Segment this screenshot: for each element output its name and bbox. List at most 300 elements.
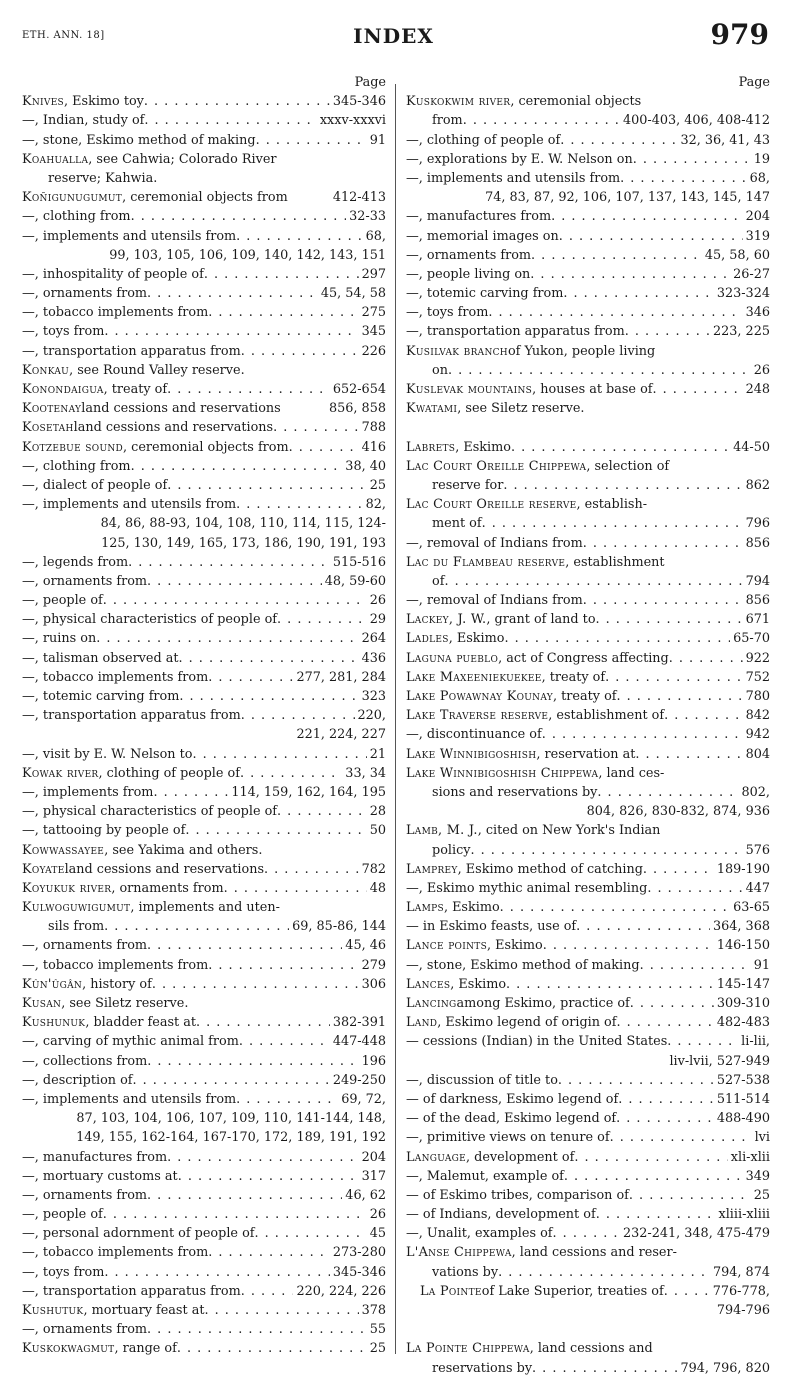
index-entry	[22, 514, 386, 533]
entry-page-numbers: 345-346	[332, 94, 386, 110]
dot-leader	[185, 821, 366, 840]
dot-leader	[208, 956, 358, 975]
index-entry	[22, 821, 386, 840]
entry-text: , mortuary feast at	[83, 1303, 205, 1318]
dot-leader	[560, 131, 677, 150]
entry-headword: Lac du Flambeau reserve	[406, 554, 566, 570]
entry-text: —, tobacco implements from	[22, 1245, 209, 1261]
index-entry	[406, 936, 770, 955]
entry-page-numbers: 794-796	[716, 1303, 770, 1318]
entry-page-numbers: 447	[745, 880, 770, 896]
entry-headword: Lamb, M. J.	[406, 823, 478, 839]
dot-leader	[133, 1071, 330, 1090]
spacer	[664, 764, 770, 783]
entry-headword: Kwatami	[406, 401, 458, 417]
entry-headword: Kusilvak branch	[406, 343, 508, 359]
entry-headword: La Pointe	[420, 1283, 482, 1299]
entry-page-numbers: 221, 224, 227	[296, 727, 386, 743]
running-head-journal: ETH. ANN. 18]	[22, 30, 105, 41]
entry-page-numbers: 323-324	[716, 286, 770, 302]
entry-page-numbers: 149, 155, 162-164, 167-170, 172, 189, 191, 192	[76, 1130, 386, 1146]
entry-page-numbers: 91	[753, 957, 770, 973]
entry-text: —, ornaments from	[22, 938, 148, 954]
entry-page-numbers: 45, 58, 60	[704, 247, 770, 263]
entry-text: , see Round Valley reserve.	[69, 362, 245, 378]
dot-leader	[576, 917, 710, 936]
page-column-label: Page	[738, 75, 770, 90]
entry-text: —, tobacco implements from	[22, 305, 209, 321]
spacer	[655, 342, 770, 361]
entry-page-numbers: 146-150	[716, 938, 770, 954]
entry-text: on	[432, 362, 448, 378]
entry-headword: Lake Winnibigoshish Chippewa	[406, 765, 599, 781]
dot-leader	[236, 495, 362, 514]
entry-text: —, carving of mythic animal from	[22, 1034, 239, 1050]
entry-headword: Kushutuk	[22, 1303, 84, 1318]
entry-page-numbers: 527-538	[716, 1072, 770, 1088]
dot-leader	[500, 898, 730, 917]
dot-leader	[240, 764, 342, 783]
dot-leader	[574, 1148, 727, 1167]
entry-page-numbers: 232-241, 348, 475-479	[622, 1226, 770, 1242]
entry-text: —, toys from	[22, 1264, 105, 1280]
index-entry	[406, 1224, 770, 1243]
entry-page-numbers: 82,	[365, 497, 386, 513]
dot-leader	[144, 111, 316, 130]
entry-text: , houses at base of	[532, 382, 653, 397]
entry-headword: Kuslevak mountains	[406, 382, 533, 397]
index-entry	[406, 303, 770, 322]
entry-text: , clothing of people of	[98, 765, 240, 781]
entry-text: —, explorations by E. W. Nelson on	[406, 151, 633, 167]
dot-leader	[131, 207, 347, 226]
entry-page-numbers: 264	[361, 631, 386, 647]
entry-text: vations by	[432, 1264, 499, 1280]
entry-text: , Eskimo	[455, 439, 511, 455]
entry-headword: L'Anse Chippewa	[406, 1245, 512, 1261]
entry-page-numbers: 277, 281, 284	[296, 669, 386, 685]
entry-text: —, ornaments from	[22, 573, 148, 589]
entry-page-numbers: 114, 159, 162, 164, 195	[231, 784, 386, 800]
index-entry	[406, 994, 770, 1013]
entry-text: , ornaments from	[111, 880, 224, 896]
entry-headword: Kusan	[22, 996, 62, 1011]
entry-text: reserve for	[432, 477, 504, 493]
entry-text: among Eskimo, practice of	[456, 996, 630, 1011]
index-entry	[22, 476, 386, 495]
dot-leader	[104, 322, 358, 341]
entry-text: —, people of	[22, 1207, 103, 1223]
index-entry	[22, 284, 386, 303]
entry-page-numbers: 25	[369, 1341, 386, 1357]
entry-headword: Konkau	[22, 362, 70, 378]
dot-leader	[179, 649, 359, 668]
entry-text: land cessions and reservations	[81, 401, 281, 417]
index-entry	[406, 227, 770, 246]
index-entry	[406, 1090, 770, 1109]
entry-headword: Kûn'ûgân	[22, 976, 83, 992]
index-entry	[22, 1071, 386, 1090]
entry-page-numbers: xliii-xliii	[718, 1207, 770, 1223]
entry-page-numbers: 33, 34	[345, 765, 386, 781]
index-entry	[406, 169, 770, 188]
entry-text: , establish-	[576, 497, 648, 513]
index-entry	[22, 111, 386, 130]
entry-text: , implements and uten-	[130, 900, 280, 916]
dot-leader	[147, 1320, 367, 1339]
entry-text: , development of	[466, 1149, 575, 1165]
entry-text: —, totemic carving from	[406, 286, 564, 302]
entry-text: , land ces-	[598, 765, 665, 781]
dot-leader	[208, 1243, 330, 1262]
entry-text: — of darkness, Eskimo legend of	[406, 1091, 619, 1107]
dot-leader	[241, 706, 355, 725]
entry-text: —, implements and utensils from	[22, 497, 237, 513]
index-entry	[22, 879, 386, 898]
spacer	[280, 898, 386, 917]
entry-page-numbers: 69, 72,	[341, 1091, 386, 1107]
entry-page-numbers: 346	[745, 305, 770, 321]
entry-text: , selection of	[586, 458, 670, 474]
dot-leader	[664, 1282, 710, 1301]
entry-text: , Eskimo	[487, 938, 543, 954]
dot-leader	[208, 303, 358, 322]
spacer	[665, 553, 770, 572]
index-entry	[22, 649, 386, 668]
entry-text: —, tobacco implements from	[22, 669, 209, 685]
entry-text: —, memorial images on	[406, 228, 559, 244]
entry-page-numbers: 511-514	[716, 1091, 770, 1107]
dot-leader	[147, 1186, 342, 1205]
entry-headword: Lac Court Oreille Chippewa	[406, 458, 587, 474]
entry-page-numbers: 275	[361, 305, 386, 321]
entry-page-numbers: 802,	[741, 784, 770, 800]
entry-page-numbers: 248	[745, 382, 770, 397]
entry-text: —, physical characteristics of people of	[22, 804, 278, 820]
entry-page-numbers: 447-448	[332, 1034, 386, 1050]
entry-page-numbers: xxxv-xxxvi	[319, 113, 386, 129]
entry-headword: Kowak river	[22, 765, 99, 781]
entry-page-numbers: 942	[745, 727, 770, 743]
dot-leader	[531, 246, 702, 265]
index-entry	[406, 802, 770, 821]
dot-leader	[255, 1224, 367, 1243]
entry-page-numbers: 32, 36, 41, 43	[680, 132, 770, 148]
entry-page-numbers: 856, 858	[329, 401, 386, 417]
index-entry	[22, 1052, 386, 1071]
entry-text: —, talisman observed at	[22, 650, 179, 666]
spacer	[281, 399, 326, 418]
entry-page-numbers: 69, 85-86, 144	[292, 919, 386, 935]
index-entry	[22, 418, 386, 437]
left-index-column	[22, 73, 386, 1359]
index-entry	[406, 1052, 770, 1071]
entry-headword: Lamps	[406, 900, 444, 916]
entry-headword: Koyukuk river	[22, 880, 112, 896]
entry-text: —, visit by E. W. Nelson to	[22, 746, 193, 762]
index-entry	[22, 994, 386, 1013]
dot-leader	[625, 322, 710, 341]
dot-leader	[239, 1032, 330, 1051]
entry-headword: Lac Court Oreille reserve	[406, 497, 577, 513]
dot-leader	[277, 610, 367, 629]
entry-text: , range of	[114, 1341, 177, 1357]
blank-line	[406, 418, 770, 437]
entry-text: —, discussion of title to	[406, 1072, 558, 1088]
dot-leader	[264, 860, 359, 879]
entry-page-numbers: 74, 83, 87, 92, 106, 107, 137, 143, 145, 147	[485, 190, 770, 206]
entry-page-numbers: 55	[369, 1322, 386, 1338]
entry-text: —, totemic carving from	[22, 689, 180, 704]
entry-text: —, transportation apparatus from	[22, 708, 241, 724]
index-entry	[406, 438, 770, 457]
entry-page-numbers: 273-280	[332, 1245, 386, 1261]
index-entry	[22, 1320, 386, 1339]
index-entry	[22, 246, 386, 265]
index-entry	[406, 1109, 770, 1128]
index-entry	[22, 610, 386, 629]
entry-headword: Laguna pueblo	[406, 650, 499, 666]
entry-text: —, clothing from	[22, 458, 131, 474]
index-entry	[22, 1148, 386, 1167]
dot-leader	[653, 380, 743, 399]
dot-leader	[629, 1186, 751, 1205]
index-entry	[406, 841, 770, 860]
spacer	[288, 188, 330, 207]
entry-text: —, clothing of people of	[406, 132, 561, 148]
entry-text: —, manufactures from	[22, 1149, 168, 1165]
entry-page-numbers: 842	[745, 708, 770, 724]
dot-leader	[196, 1013, 330, 1032]
index-entry	[406, 1301, 770, 1320]
entry-page-numbers: 21	[369, 746, 386, 762]
entry-headword: Konondaigua	[22, 382, 104, 397]
dot-leader	[179, 687, 358, 706]
entry-text: , see Siletz reserve.	[457, 401, 585, 417]
dot-leader	[635, 745, 742, 764]
entry-text: , treaty of	[541, 669, 606, 685]
entry-page-numbers: 249-250	[332, 1072, 386, 1088]
index-entry	[406, 1263, 770, 1282]
index-entry	[406, 860, 770, 879]
entry-page-numbers: 323	[361, 689, 386, 704]
entry-page-numbers: 125, 130, 149, 165, 173, 186, 190, 191, 193	[101, 535, 386, 551]
entry-page-numbers: 364, 368	[713, 919, 770, 935]
dot-leader	[596, 1205, 716, 1224]
index-entry	[406, 246, 770, 265]
dot-leader	[542, 725, 743, 744]
entry-headword: Land	[406, 1015, 438, 1031]
entry-text: land cessions and reservations	[64, 861, 265, 877]
entry-headword: Koyate	[22, 861, 65, 877]
entry-headword: Lance points	[406, 938, 488, 954]
entry-text: —, implements and utensils from	[22, 1091, 237, 1107]
dot-leader	[103, 1205, 367, 1224]
entry-text: — of Eskimo tribes, comparison of	[406, 1187, 629, 1203]
index-entry	[406, 629, 770, 648]
dot-leader	[503, 476, 742, 495]
entry-page-numbers: 50	[369, 823, 386, 839]
dot-leader	[147, 572, 322, 591]
index-entry	[22, 706, 386, 725]
index-entry	[22, 1013, 386, 1032]
entry-text: reserve; Kahwia.	[48, 170, 158, 186]
dot-leader	[633, 150, 751, 169]
entry-text: —, stone, Eskimo method of making	[22, 132, 256, 148]
entry-page-numbers: 26-27	[733, 266, 770, 282]
entry-page-numbers: 226	[361, 343, 386, 359]
entry-page-numbers: 25	[753, 1187, 770, 1203]
spacer	[653, 1339, 770, 1358]
entry-page-numbers: 794, 874	[713, 1264, 770, 1280]
index-entry	[406, 706, 770, 725]
entry-page-numbers: 68,	[749, 170, 770, 186]
index-entry	[406, 92, 770, 111]
index-entry	[22, 1109, 386, 1128]
entry-page-numbers: 65-70	[733, 631, 770, 647]
entry-text: —, toys from	[406, 305, 489, 321]
entry-page-numbers: 84, 86, 88-93, 104, 108, 110, 114, 115, 124-	[100, 516, 386, 532]
index-entry	[406, 1359, 770, 1378]
index-entry	[406, 399, 770, 418]
entry-headword: Lancing	[406, 996, 457, 1011]
dot-leader	[192, 745, 366, 764]
entry-page-numbers: 204	[361, 1149, 386, 1165]
entry-headword: Labrets	[406, 439, 456, 455]
index-entry	[406, 975, 770, 994]
index-entry	[406, 265, 770, 284]
index-entry	[406, 1128, 770, 1147]
entry-text: —, primitive views on tenure of	[406, 1130, 610, 1146]
dot-leader	[128, 553, 330, 572]
spacer	[188, 994, 386, 1013]
entry-text: —, transportation apparatus from	[22, 343, 241, 359]
entry-page-numbers: 87, 103, 104, 106, 107, 109, 110, 141-144, 148,	[76, 1111, 386, 1127]
entry-page-numbers: 782	[361, 861, 386, 877]
entry-page-numbers: 515-516	[332, 554, 386, 570]
entry-page-numbers: 68,	[365, 228, 386, 244]
entry-page-numbers: 436	[361, 650, 386, 666]
dot-leader	[605, 668, 742, 687]
entry-text: , Eskimo legend of origin of	[437, 1015, 617, 1031]
spacer	[641, 92, 770, 111]
entry-page-numbers: 48	[369, 880, 386, 896]
dot-leader	[463, 111, 620, 130]
entry-text: —, removal of Indians from	[406, 535, 583, 551]
index-entry	[406, 1243, 770, 1262]
index-entry	[22, 399, 386, 418]
index-entry	[22, 1339, 386, 1358]
index-entry	[22, 841, 386, 860]
entry-text: —, Unalit, examples of	[406, 1226, 553, 1242]
dot-leader	[224, 879, 367, 898]
entry-text: —, description of	[22, 1072, 133, 1088]
entry-headword: Kuskokwagmut	[22, 1341, 115, 1357]
index-entry	[22, 131, 386, 150]
entry-page-numbers: 309-310	[716, 996, 770, 1011]
index-entry	[22, 438, 386, 457]
entry-page-numbers: 319	[745, 228, 770, 244]
dot-leader	[482, 514, 743, 533]
dot-leader	[444, 572, 742, 591]
entry-headword: Kosetah	[22, 420, 74, 436]
entry-page-numbers: 345-346	[332, 1264, 386, 1280]
index-entry	[22, 457, 386, 476]
entry-page-numbers: 279	[361, 957, 386, 973]
spacer	[647, 495, 770, 514]
dot-leader	[647, 879, 742, 898]
entry-text: , history of	[82, 976, 152, 992]
index-entry	[22, 361, 386, 380]
spacer	[677, 1243, 770, 1262]
index-entry	[406, 1205, 770, 1224]
dot-leader	[511, 438, 730, 457]
entry-headword: Language	[406, 1149, 467, 1165]
dot-leader	[152, 975, 359, 994]
entry-text: —, manufactures from	[406, 209, 552, 225]
index-entry	[406, 553, 770, 572]
entry-page-numbers: 378	[361, 1303, 386, 1318]
dot-leader	[96, 629, 358, 648]
entry-text: —, transportation apparatus from	[22, 1283, 241, 1299]
dot-leader	[616, 1109, 714, 1128]
index-entry	[22, 553, 386, 572]
spacer	[277, 150, 386, 169]
entry-text: —, clothing from	[22, 209, 131, 225]
entry-page-numbers: liv-lvii, 527-949	[669, 1053, 770, 1069]
index-entry	[406, 457, 770, 476]
index-entry	[22, 917, 386, 936]
dot-leader	[144, 92, 330, 111]
entry-text: , ceremonial objects	[510, 94, 642, 110]
entry-page-numbers: 856	[745, 593, 770, 609]
dot-leader	[617, 687, 743, 706]
dot-leader	[558, 1071, 714, 1090]
index-entry	[406, 111, 770, 130]
entry-text: , reservation at	[536, 746, 636, 762]
dot-leader	[669, 649, 743, 668]
dot-leader	[241, 342, 359, 361]
index-entry	[22, 783, 386, 802]
entry-page-numbers: 145-147	[716, 976, 770, 992]
index-entry	[22, 534, 386, 553]
index-entry	[406, 1186, 770, 1205]
entry-page-numbers: lvi	[754, 1130, 770, 1146]
dot-leader	[530, 265, 730, 284]
entry-page-numbers: 223, 225	[713, 324, 770, 340]
entry-headword: Kuskokwim river	[406, 94, 511, 110]
index-entry	[22, 265, 386, 284]
index-entry	[406, 1013, 770, 1032]
index-entry	[406, 131, 770, 150]
entry-page-numbers: 794	[745, 573, 770, 589]
entry-page-numbers: 804	[745, 746, 770, 762]
index-entry	[22, 668, 386, 687]
entry-headword: La Pointe Chippewa	[406, 1341, 530, 1357]
dot-leader	[630, 994, 714, 1013]
entry-page-numbers: 220, 224, 226	[296, 1283, 386, 1299]
index-entry	[22, 92, 386, 111]
index-entry	[406, 495, 770, 514]
index-entry	[22, 150, 386, 169]
index-entry	[22, 1167, 386, 1186]
entry-headword: Koahualla	[22, 151, 89, 167]
entry-page-numbers: 317	[361, 1168, 386, 1184]
entry-page-numbers: 752	[745, 669, 770, 685]
index-entry	[22, 860, 386, 879]
entry-headword: Lake Traverse reserve	[406, 708, 549, 724]
entry-text: —, discontinuance of	[406, 727, 542, 743]
